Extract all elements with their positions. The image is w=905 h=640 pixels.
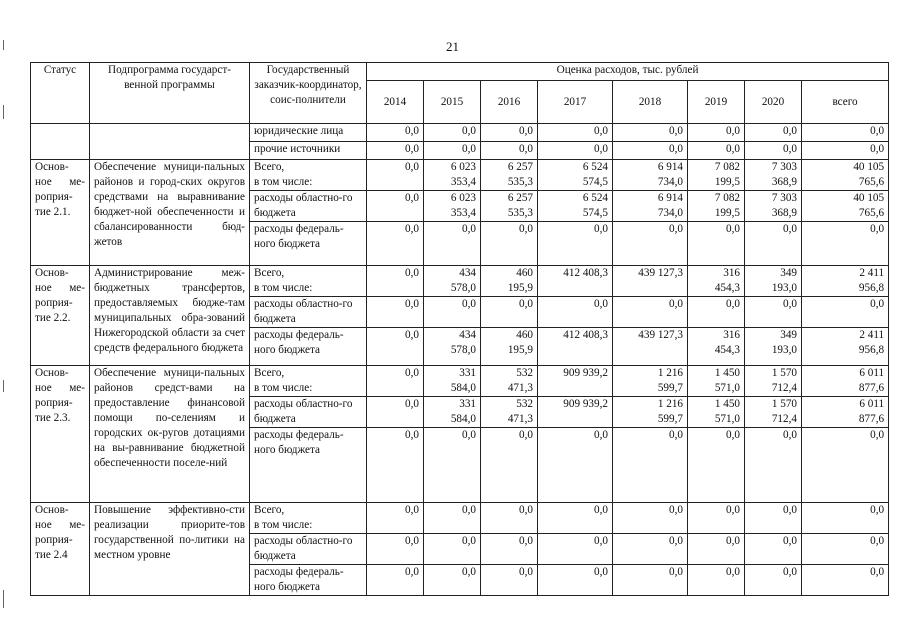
value-cell: 439 127,3: [613, 266, 688, 297]
value-cell: 0,0: [538, 534, 613, 565]
value-cell: 0,0: [481, 534, 538, 565]
value-cell: 0,0: [538, 124, 613, 142]
value-cell: 0,0: [367, 366, 424, 397]
value-cell: 0,0: [367, 565, 424, 596]
value-cell: 0,0: [688, 297, 745, 328]
value-cell: 0,0: [538, 428, 613, 503]
value-cell: 0,0: [802, 222, 889, 266]
source-cell: расходы федераль-ного бюджета: [250, 565, 367, 596]
value-cell: 7 082 199,5: [688, 191, 745, 222]
value-cell: 0,0: [745, 297, 802, 328]
source-cell: расходы федераль-ного бюджета: [250, 222, 367, 266]
value-cell: 0,0: [745, 503, 802, 534]
value-cell: 6 524 574,5: [538, 191, 613, 222]
value-cell: 412 408,3: [538, 328, 613, 366]
value-cell: 331 584,0: [424, 366, 481, 397]
value-cell: 0,0: [802, 124, 889, 142]
value-cell: 0,0: [688, 222, 745, 266]
table-row: [31, 160, 889, 191]
status-header: Статус: [31, 63, 90, 124]
source-cell: расходы федераль-ного бюджета: [250, 428, 367, 503]
source-cell: расходы областно-го бюджета: [250, 297, 367, 328]
value-cell: 0,0: [802, 565, 889, 596]
value-cell: 0,0: [367, 297, 424, 328]
value-cell: 0,0: [613, 428, 688, 503]
value-cell: 0,0: [367, 428, 424, 503]
value-cell: 0,0: [538, 503, 613, 534]
value-cell: 0,0: [745, 222, 802, 266]
value-cell: 7 082 199,5: [688, 160, 745, 191]
value-cell: 0,0: [802, 534, 889, 565]
value-cell: 0,0: [424, 534, 481, 565]
value-cell: 0,0: [613, 503, 688, 534]
year-2018-header: 2018: [613, 81, 688, 124]
value-cell: 532 471,3: [481, 366, 538, 397]
value-cell: 460 195,9: [481, 266, 538, 297]
value-cell: 532 471,3: [481, 397, 538, 428]
status-cell: Основ-ное ме-роприя-тие 2.3.: [31, 366, 90, 503]
value-cell: 6 257 535,3: [481, 160, 538, 191]
year-2014-header: 2014: [367, 81, 424, 124]
value-cell: 0,0: [538, 142, 613, 160]
value-cell: 6 023 353,4: [424, 191, 481, 222]
value-cell: 349 193,0: [745, 266, 802, 297]
table-row: [31, 266, 889, 297]
value-cell: 0,0: [481, 124, 538, 142]
value-cell: 0,0: [613, 142, 688, 160]
value-cell: 6 011 877,6: [802, 366, 889, 397]
value-cell: 0,0: [802, 297, 889, 328]
value-cell: 1 216 599,7: [613, 397, 688, 428]
binding-mark: [3, 40, 4, 50]
value-cell: 0,0: [613, 222, 688, 266]
value-cell: 0,0: [481, 503, 538, 534]
source-cell: расходы федераль-ного бюджета: [250, 328, 367, 366]
value-cell: 0,0: [481, 142, 538, 160]
subprogram-cell: Обеспечение муници-пальных районов и город-ских округов средствами на выравнивание бюджет-ной обеспеченности и сбалансированности бюд-жетов: [90, 160, 250, 266]
value-cell: 0,0: [424, 428, 481, 503]
value-cell: 0,0: [745, 124, 802, 142]
subprogram-cell: Повышение эффективно-сти реализации приорите-тов государственной по-литики на местном уровне: [90, 503, 250, 596]
year-2015-header: 2015: [424, 81, 481, 124]
value-cell: 1 450 571,0: [688, 397, 745, 428]
value-cell: 0,0: [802, 503, 889, 534]
value-cell: 0,0: [613, 534, 688, 565]
table-row: [31, 366, 889, 397]
value-cell: 434 578,0: [424, 328, 481, 366]
value-cell: 0,0: [367, 160, 424, 191]
source-cell: Всего, в том числе:: [250, 266, 367, 297]
binding-mark: [3, 380, 4, 392]
value-cell: 0,0: [424, 222, 481, 266]
source-cell: прочие источники: [250, 142, 367, 160]
source-cell: расходы областно-го бюджета: [250, 534, 367, 565]
value-cell: 0,0: [802, 428, 889, 503]
value-cell: 0,0: [688, 142, 745, 160]
value-cell: 0,0: [745, 142, 802, 160]
source-cell: расходы областно-го бюджета: [250, 397, 367, 428]
page-number: 21: [446, 39, 459, 54]
value-cell: 0,0: [367, 124, 424, 142]
value-cell: 6 914 734,0: [613, 191, 688, 222]
value-cell: 6 011 877,6: [802, 397, 889, 428]
value-cell: 1 570 712,4: [745, 397, 802, 428]
value-cell: 0,0: [367, 266, 424, 297]
value-cell: 0,0: [367, 142, 424, 160]
value-cell: 0,0: [688, 534, 745, 565]
value-cell: 0,0: [367, 191, 424, 222]
value-cell: 349 193,0: [745, 328, 802, 366]
status-cell: [31, 124, 90, 160]
value-cell: 0,0: [367, 222, 424, 266]
binding-mark: [3, 590, 4, 608]
customer-header: Государственный заказчик-координатор, соис-полнители: [250, 63, 367, 124]
value-cell: 439 127,3: [613, 328, 688, 366]
year-2016-header: 2016: [481, 81, 538, 124]
value-cell: 0,0: [424, 297, 481, 328]
value-cell: 434 578,0: [424, 266, 481, 297]
value-cell: 460 195,9: [481, 328, 538, 366]
value-cell: 0,0: [424, 142, 481, 160]
value-cell: 412 408,3: [538, 266, 613, 297]
table-row: [31, 124, 889, 142]
value-cell: 6 257 535,3: [481, 191, 538, 222]
value-cell: 0,0: [481, 428, 538, 503]
value-cell: 0,0: [424, 503, 481, 534]
value-cell: 7 303 368,9: [745, 191, 802, 222]
value-cell: 316 454,3: [688, 328, 745, 366]
value-cell: 331 584,0: [424, 397, 481, 428]
value-cell: 0,0: [688, 428, 745, 503]
year-2017-header: 2017: [538, 81, 613, 124]
value-cell: 909 939,2: [538, 366, 613, 397]
source-cell: Всего, в том числе:: [250, 160, 367, 191]
value-cell: 2 411 956,8: [802, 266, 889, 297]
value-cell: 0,0: [367, 503, 424, 534]
value-cell: 1 216 599,7: [613, 366, 688, 397]
status-cell: Основ-ное ме-роприя-тие 2.1.: [31, 160, 90, 266]
value-cell: 0,0: [538, 297, 613, 328]
value-cell: 6 023 353,4: [424, 160, 481, 191]
value-cell: 0,0: [688, 124, 745, 142]
source-cell: расходы областно-го бюджета: [250, 191, 367, 222]
value-cell: 0,0: [481, 565, 538, 596]
table-header: [31, 63, 889, 124]
source-cell: Всего, в том числе:: [250, 366, 367, 397]
value-cell: 0,0: [613, 124, 688, 142]
table-row: [31, 503, 889, 534]
value-cell: 6 524 574,5: [538, 160, 613, 191]
status-cell: Основ-ное ме-роприя-тие 2.4: [31, 503, 90, 596]
value-cell: 40 105 765,6: [802, 191, 889, 222]
value-cell: 0,0: [481, 297, 538, 328]
value-cell: 0,0: [538, 565, 613, 596]
value-cell: 0,0: [745, 428, 802, 503]
value-cell: 316 454,3: [688, 266, 745, 297]
value-cell: 0,0: [688, 565, 745, 596]
value-cell: 0,0: [802, 142, 889, 160]
costs-header: Оценка расходов, тыс. рублей: [367, 63, 889, 81]
value-cell: 0,0: [367, 534, 424, 565]
value-cell: 909 939,2: [538, 397, 613, 428]
value-cell: 0,0: [613, 565, 688, 596]
value-cell: 0,0: [481, 222, 538, 266]
source-cell: юридические лица: [250, 124, 367, 142]
value-cell: 6 914 734,0: [613, 160, 688, 191]
budget-table: [30, 62, 889, 596]
value-cell: 0,0: [745, 534, 802, 565]
value-cell: 0,0: [424, 124, 481, 142]
total-header: всего: [802, 81, 889, 124]
value-cell: 0,0: [538, 222, 613, 266]
year-2019-header: 2019: [688, 81, 745, 124]
year-2020-header: 2020: [745, 81, 802, 124]
source-cell: Всего, в том числе:: [250, 503, 367, 534]
subprogram-cell: Администрирование меж-бюджетных трансфертов, предоставляемых бюдже-там муниципальных обра-зований Нижегородской области за счет средств федерального бюджета: [90, 266, 250, 366]
value-cell: 40 105 765,6: [802, 160, 889, 191]
status-cell: Основ-ное ме-роприя-тие 2.2.: [31, 266, 90, 366]
value-cell: 1 570 712,4: [745, 366, 802, 397]
value-cell: 0,0: [424, 565, 481, 596]
value-cell: 0,0: [367, 397, 424, 428]
value-cell: 7 303 368,9: [745, 160, 802, 191]
value-cell: 0,0: [745, 565, 802, 596]
subprogram-cell: [90, 124, 250, 160]
binding-mark: [3, 105, 4, 119]
table-body: [31, 124, 889, 596]
subprogram-cell: Обеспечение муници-пальных районов средст-вами на предоставление финансовой помощи по-селениям и городских ок-ругов дотациями на вы-равнивание бюджетной обеспеченности поселе-ний: [90, 366, 250, 503]
value-cell: 0,0: [613, 297, 688, 328]
value-cell: 2 411 956,8: [802, 328, 889, 366]
value-cell: 0,0: [367, 328, 424, 366]
value-cell: 1 450 571,0: [688, 366, 745, 397]
subprogram-header: Подпрограмма государст-венной программы: [90, 63, 250, 124]
value-cell: 0,0: [688, 503, 745, 534]
